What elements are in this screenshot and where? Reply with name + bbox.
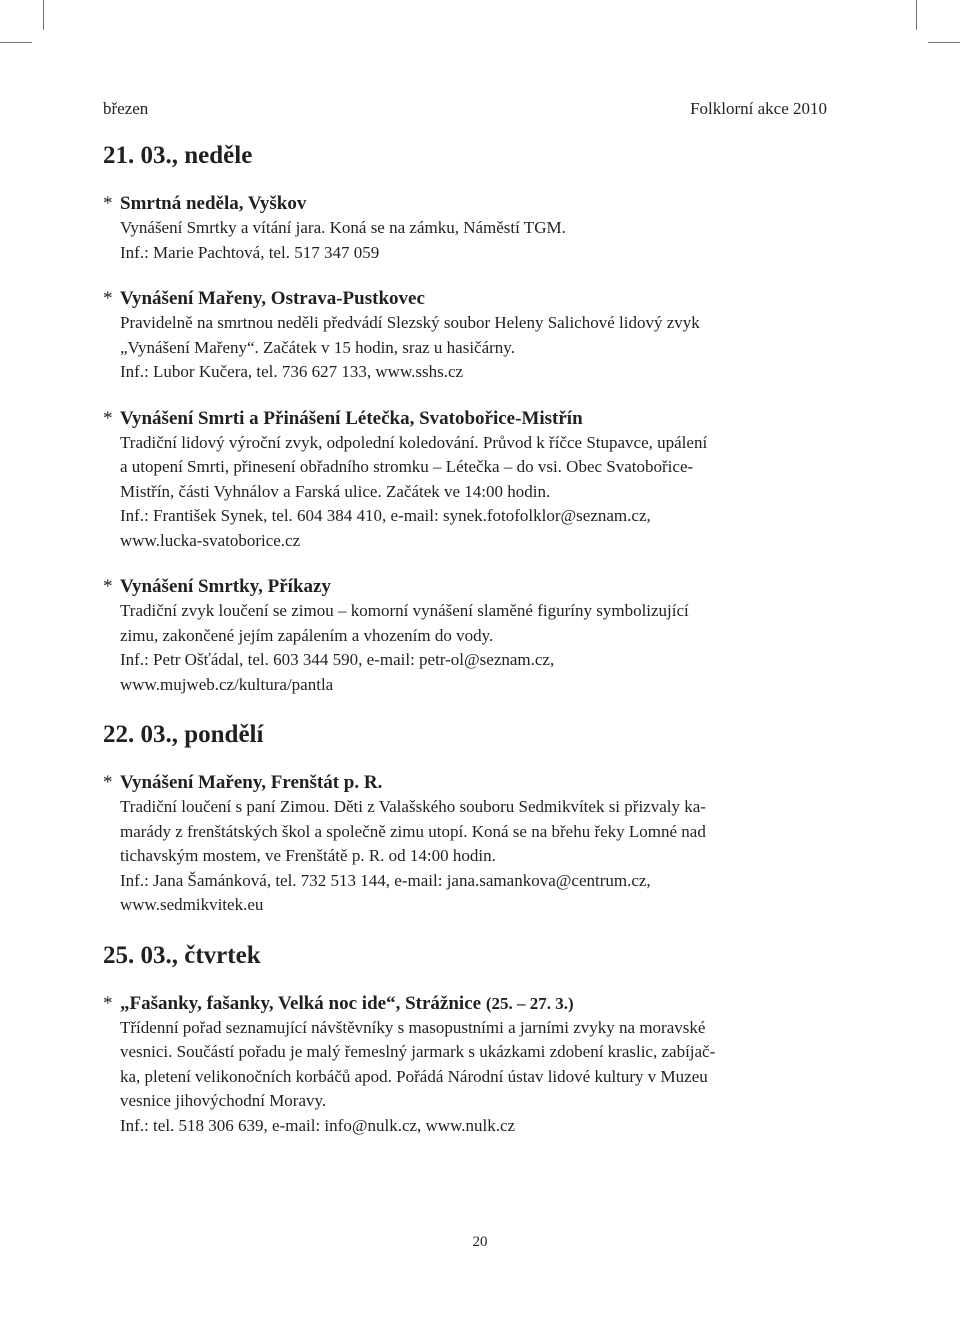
- text-line: Inf.: Lubor Kučera, tel. 736 627 133, www.sshs.cz: [120, 362, 464, 381]
- text-line: vesnici. Součástí pořadu je malý řemeslný jarmark s ukázkami zdobení kraslic, zabíjač-: [120, 1042, 716, 1061]
- event-description: [120, 216, 830, 265]
- event-description: [120, 795, 830, 918]
- event-title: Vynášení Mařeny, Frenštát p. R.: [120, 772, 383, 793]
- event-entry: [103, 406, 830, 554]
- event-entry: [103, 191, 830, 265]
- event-title: Smrtná neděla, Vyškov: [120, 193, 307, 214]
- event-description: [120, 599, 830, 697]
- bullet-star: *: [103, 288, 113, 309]
- text-line: tichavským mostem, ve Frenštátě p. R. od 14:00 hodin.: [120, 846, 496, 865]
- event-entry: [103, 286, 830, 385]
- text-line: a utopení Smrti, přinesení obřadního stromku – Létečka – do vsi. Obec Svatobořice-: [120, 457, 694, 476]
- day-heading: 22. 03., pondělí: [103, 721, 264, 748]
- text-line: ka, pletení velikonočních korbáčů apod. Pořádá Národní ústav lidové kultury v Muzeu: [120, 1066, 708, 1086]
- bullet-star: *: [103, 193, 113, 214]
- text-line: Vynášení Smrtky a vítání jara. Koná se na zámku, Náměstí TGM.: [120, 218, 566, 237]
- bullet-star: *: [103, 772, 113, 793]
- text-line: Pravidelně na smrtnou neděli předvádí Slezský soubor Heleny Salichové lidový zvyk: [120, 313, 700, 332]
- running-header-title: Folklorní akce 2010: [690, 99, 827, 118]
- event-entry: [103, 991, 830, 1139]
- event-date-range: (25. – 27. 3.): [485, 993, 574, 1013]
- event-listing: [103, 138, 830, 1138]
- bullet-star: *: [103, 992, 113, 1014]
- text-line: Inf.: Jana Šamánková, tel. 732 513 144, e-mail: jana.samankova@centrum.cz,: [120, 870, 651, 890]
- event-title: Vynášení Mařeny, Ostrava-Pustkovec: [120, 288, 425, 309]
- text-line: marády z frenštátských škol a společně zimu utopí. Koná se na břehu řeky Lomné nad: [120, 821, 706, 841]
- event-entry: [103, 574, 830, 697]
- crop-mark: [0, 42, 32, 43]
- text-line: Mistřín, části Vyhnálov a Farská ulice. Začátek ve 14:00 hodin.: [120, 481, 551, 501]
- crop-mark: [928, 42, 960, 43]
- event-description: [120, 1016, 830, 1139]
- event-title-row: [120, 991, 830, 1016]
- page-number: 20: [472, 1234, 488, 1250]
- day-heading: 21. 03., neděle: [103, 142, 253, 169]
- text-line: Inf.: tel. 518 306 639, e-mail: info@nulk.cz, www.nulk.cz: [120, 1115, 516, 1135]
- bullet-star: *: [103, 407, 113, 429]
- text-line: vesnice jihovýchodní Moravy.: [120, 1091, 327, 1110]
- event-title: „Fašanky, fašanky, Velká noc ide“, Strážnice: [120, 992, 482, 1014]
- bullet-star: *: [103, 576, 113, 597]
- text-line: „Vynášení Mařeny“. Začátek v 15 hodin, sraz u hasičárny.: [120, 337, 515, 357]
- crop-mark: [916, 0, 917, 30]
- event-description: [120, 431, 830, 554]
- event-entry: [103, 770, 830, 918]
- text-line: Třídenní pořad seznamující návštěvníky s masopustními a jarními zvyky na moravské: [120, 1017, 706, 1037]
- text-line: Tradiční lidový výroční zvyk, odpolední koledování. Průvod k říčce Stupavce, upálení: [120, 432, 708, 452]
- text-line: zimu, zakončené jejím zapálením a vhozením do vody.: [120, 625, 494, 645]
- text-line: Inf.: Petr Ošťádal, tel. 603 344 590, e-mail: petr-ol@seznam.cz,: [120, 650, 555, 669]
- event-title: Vynášení Smrti a Přinášení Létečka, Svatobořice-Mistřín: [120, 407, 583, 429]
- text-line: Tradiční loučení s paní Zimou. Děti z Valašského souboru Sedmikvítek si přizvaly ka-: [120, 797, 706, 816]
- running-header-month: březen: [103, 99, 149, 118]
- event-description: [120, 311, 830, 385]
- text-line: Inf.: Marie Pachtová, tel. 517 347 059: [120, 242, 380, 262]
- crop-mark: [43, 0, 44, 30]
- event-title: Vynášení Smrtky, Příkazy: [120, 576, 331, 597]
- text-line: www.mujweb.cz/kultura/pantla: [120, 674, 334, 694]
- day-heading: 25. 03., čtvrtek: [103, 941, 261, 969]
- text-line: www.sedmikvitek.eu: [120, 895, 264, 914]
- text-line: www.lucka-svatoborice.cz: [120, 530, 301, 550]
- text-line: Tradiční zvyk loučení se zimou – komorní vynášení slaměné figuríny symbolizující: [120, 601, 689, 620]
- text-line: Inf.: František Synek, tel. 604 384 410, e-mail: synek.fotofolklor@seznam.cz,: [120, 506, 651, 525]
